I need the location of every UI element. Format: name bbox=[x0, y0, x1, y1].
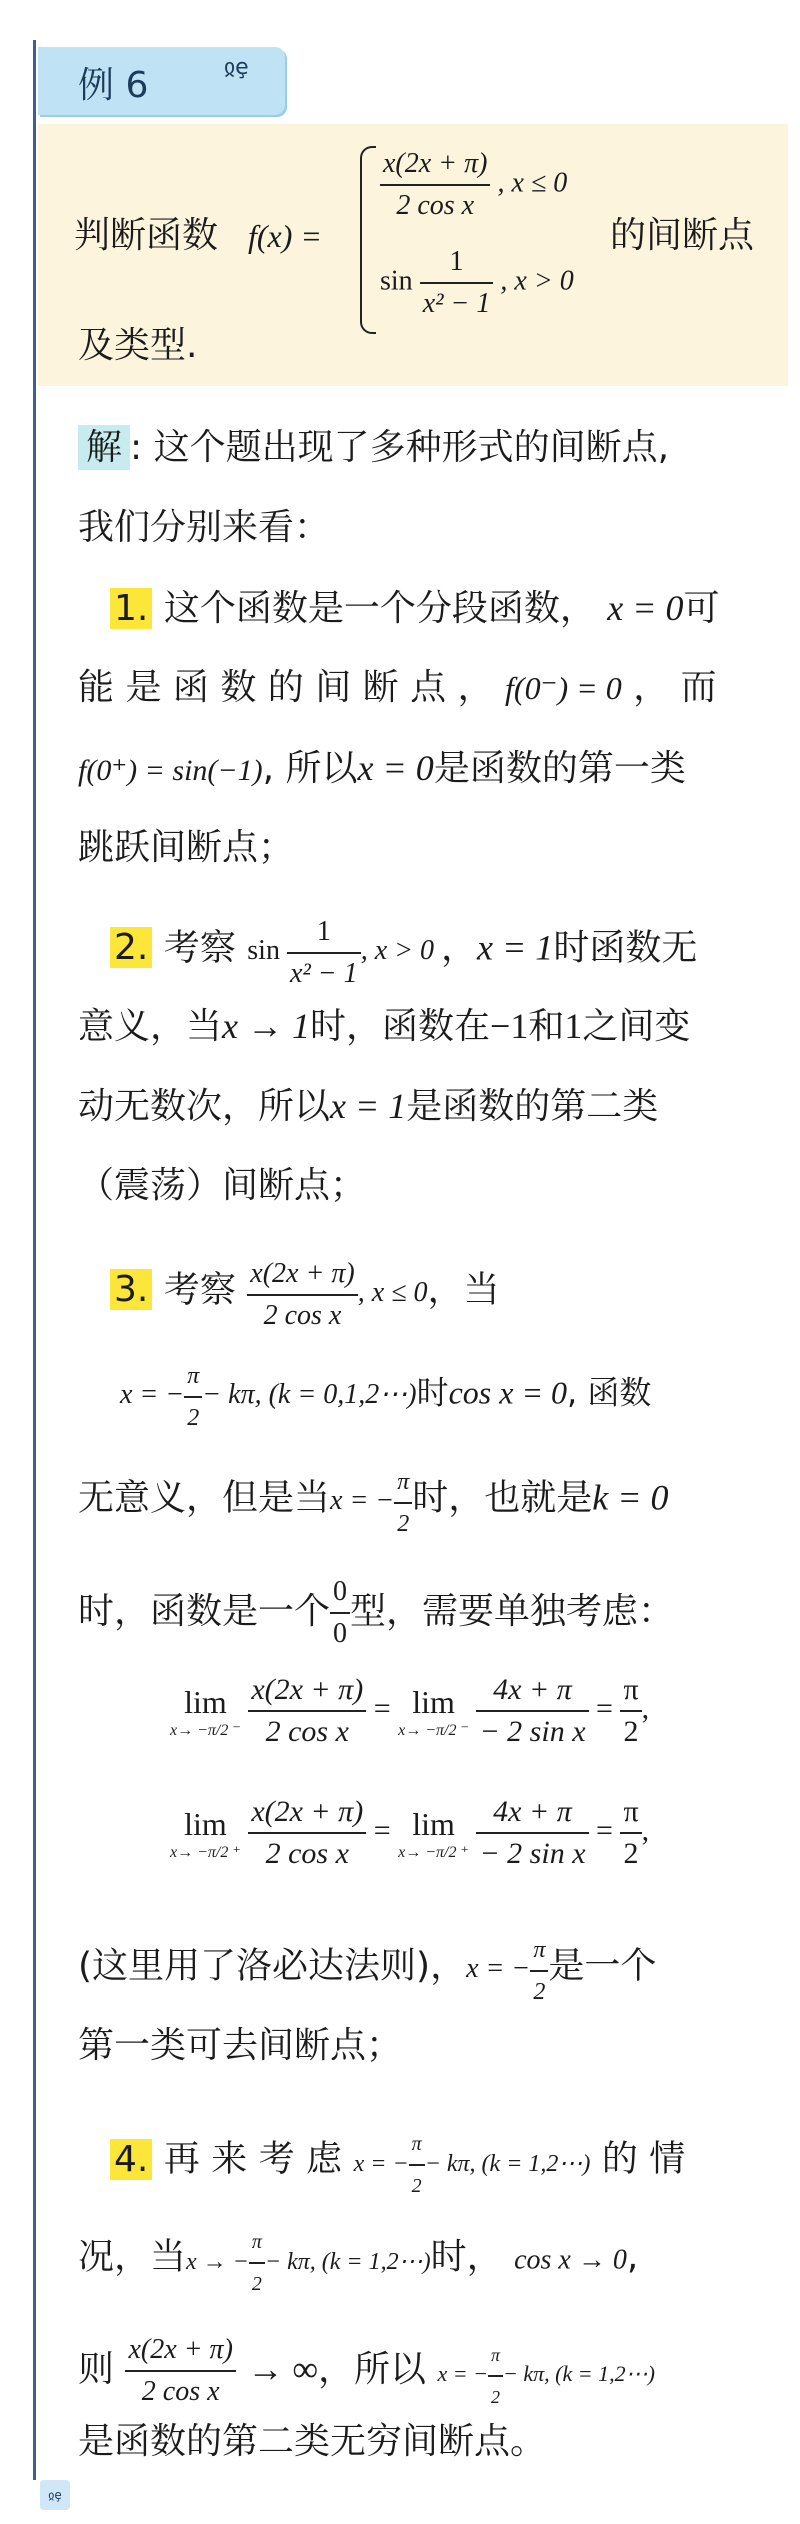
step4-fnum: x(2x + π) bbox=[125, 2330, 235, 2372]
step4-l3a: 则 bbox=[78, 2349, 115, 2390]
lim1-rnum: 4x + π bbox=[476, 1670, 588, 1712]
step3-line4 bbox=[78, 1572, 674, 1654]
step1-number: 1. bbox=[110, 588, 152, 629]
lim1-den: 2 cos x bbox=[265, 1715, 349, 1748]
case2-sin: sin bbox=[380, 265, 413, 297]
step4-l1a: 再 来 考 虑 bbox=[163, 2138, 343, 2180]
step3-line1 bbox=[110, 1254, 500, 1336]
problem-prefix: 判断函数 bbox=[74, 215, 219, 256]
step3-two2: 2 bbox=[397, 1511, 410, 1537]
step4-l2m: x → − bbox=[186, 2248, 249, 2275]
lim2-pi: π bbox=[620, 1792, 641, 1834]
step4-l2b: 时， bbox=[430, 2236, 503, 2278]
step3-l7a: (这里用了洛必达法则)， bbox=[78, 1945, 467, 1987]
step2-l1m: x = 1 bbox=[477, 927, 554, 968]
problem-suffix: 的间断点 bbox=[610, 215, 755, 256]
case2-num: 1 bbox=[420, 242, 494, 284]
step3-l2a: 时 bbox=[416, 1373, 449, 1412]
piecewise-brace bbox=[360, 146, 376, 334]
lim1-eq: = bbox=[373, 1691, 391, 1725]
step2-l2m2: −1 bbox=[490, 1006, 529, 1046]
step4-two3: 2 bbox=[490, 2386, 500, 2407]
step2-l2m1: x → 1 bbox=[222, 1006, 310, 1046]
footer-badge-icon: ჲȩ bbox=[40, 2480, 70, 2510]
step2-l2m3: 1 bbox=[564, 1006, 583, 1046]
solution-intro bbox=[78, 428, 669, 468]
step3-l1a: 考察 bbox=[163, 1269, 236, 1311]
step1-l3b: 是函数的第一类 bbox=[433, 748, 686, 789]
badge-icon: ჲȩ bbox=[224, 55, 249, 80]
example-tag bbox=[38, 47, 285, 115]
step1-l2m: f(0⁻) = 0 bbox=[505, 670, 622, 706]
lim-sub-2: x→ −π/2 ⁻ bbox=[398, 1722, 469, 1739]
step2-den: x² − 1 bbox=[289, 958, 358, 989]
step4-l2c: , bbox=[626, 2236, 639, 2278]
step2-cond: , x > 0 bbox=[360, 935, 435, 967]
step1-text-end: 可 bbox=[683, 588, 720, 629]
step2-l3b: 是函数的第二类 bbox=[406, 1086, 659, 1127]
step2-l2b: 时，函数在 bbox=[310, 1006, 491, 1047]
step3-l7m: x = − bbox=[466, 1953, 531, 1985]
step1-l3a: , 所以 bbox=[262, 748, 358, 789]
step3-number: 3. bbox=[110, 1269, 152, 1310]
step4-arrow: → ∞ bbox=[247, 2349, 319, 2389]
step3-pi3: π bbox=[530, 1930, 548, 1972]
lim-sub-1: x→ −π/2 ⁻ bbox=[170, 1722, 241, 1739]
step1-line3 bbox=[78, 748, 686, 791]
lim2-eq: = bbox=[373, 1813, 391, 1847]
step2-sin: sin bbox=[247, 935, 280, 967]
step4-line3 bbox=[78, 2330, 655, 2417]
lim-2: lim bbox=[412, 1684, 455, 1720]
step4-l1mb: − kπ, (k = 1,2⋯) bbox=[424, 2150, 591, 2177]
step2-l3m: x = 1 bbox=[330, 1086, 407, 1126]
step3-line8: 第一类可去间断点； bbox=[78, 2025, 403, 2066]
lim-4: lim bbox=[412, 1806, 455, 1842]
lim2-two: 2 bbox=[623, 1837, 639, 1870]
step3-l4a: 时，函数是一个 bbox=[78, 1591, 331, 1632]
step4-l3m: x = − bbox=[437, 2361, 488, 2386]
step3-pi: π bbox=[184, 1356, 202, 1398]
lim2-rden: − 2 sin x bbox=[479, 1837, 586, 1870]
step4-l1b: 的 情 bbox=[601, 2138, 686, 2180]
step2-number: 2. bbox=[110, 927, 152, 968]
step3-x-eq: x = − bbox=[120, 1379, 185, 1411]
step2-line4: （震荡）间断点； bbox=[78, 1165, 367, 1206]
left-rule bbox=[33, 40, 36, 2480]
case2-cond: , x > 0 bbox=[500, 265, 574, 297]
problem-fx: f(x) = bbox=[248, 218, 322, 254]
step4-line2 bbox=[78, 2222, 638, 2304]
step2-l2c: 和 bbox=[528, 1006, 565, 1047]
step3-fnum: x(2x + π) bbox=[247, 1254, 357, 1296]
lim-sub-3: x→ −π/2 ⁺ bbox=[170, 1844, 241, 1861]
step3-l2m2: cos x = 0 bbox=[448, 1374, 568, 1411]
step2-l3a: 动无数次，所以 bbox=[78, 1086, 331, 1127]
step1-text: 这个函数是一个分段函数， bbox=[163, 588, 596, 629]
step4-pi3: π bbox=[488, 2335, 503, 2377]
step3-two: 2 bbox=[187, 1405, 200, 1431]
step3-l2b: , 函数 bbox=[567, 1373, 652, 1412]
lim2-comma: , bbox=[641, 1813, 650, 1847]
lim1-rden: − 2 sin x bbox=[479, 1715, 586, 1748]
solution-label: 解 bbox=[78, 425, 130, 470]
lim2-rnum: 4x + π bbox=[476, 1792, 588, 1834]
step1-l2a: 能 是 函 数 的 间 断 点 ， bbox=[78, 667, 494, 708]
lim1-two: 2 bbox=[623, 1715, 639, 1748]
step4-pi2: π bbox=[249, 2222, 265, 2264]
lim1-num: x(2x + π) bbox=[248, 1670, 366, 1712]
step4-two2: 2 bbox=[251, 2273, 262, 2295]
step4-pi: π bbox=[409, 2124, 425, 2166]
step2-line3 bbox=[78, 1086, 658, 1127]
step3-k-range: − kπ, (k = 0,1,2⋯) bbox=[202, 1379, 417, 1411]
step4-line4: 是函数的第二类无穷间断点。 bbox=[78, 2421, 547, 2462]
step4-l3b: ，所以 bbox=[318, 2349, 427, 2390]
case1-den: 2 cos x bbox=[396, 190, 475, 221]
step1-line4: 跳跃间断点； bbox=[78, 827, 295, 868]
lim-sub-4: x→ −π/2 ⁺ bbox=[398, 1844, 469, 1861]
step3-l1b: ，当 bbox=[427, 1269, 500, 1311]
step2-l1a: 考察 bbox=[163, 927, 236, 969]
step4-fden: 2 cos x bbox=[141, 2376, 220, 2407]
case2-den: x² − 1 bbox=[422, 288, 491, 319]
solution-intro1: : 这个题出现了多种形式的间断点, bbox=[130, 427, 670, 468]
step3-l3b: 时，也就是 bbox=[412, 1477, 593, 1519]
step1-line2 bbox=[78, 668, 717, 708]
step3-cond: , x ≤ 0 bbox=[357, 1277, 428, 1309]
lim1-comma: , bbox=[641, 1691, 650, 1725]
step4-two: 2 bbox=[411, 2175, 422, 2197]
step2-l2d: 之间变 bbox=[582, 1006, 691, 1047]
step4-l2mb: − kπ, (k = 1,2⋯) bbox=[264, 2248, 431, 2275]
step1-l2b: ， 而 bbox=[633, 667, 717, 708]
solution-intro2: 我们分别来看： bbox=[78, 507, 331, 548]
step4-line1 bbox=[110, 2124, 685, 2206]
step3-l3m: x = − bbox=[330, 1485, 395, 1517]
lim2-den: 2 cos x bbox=[265, 1837, 349, 1870]
step4-number: 4. bbox=[110, 2139, 152, 2180]
step4-l3mb: − kπ, (k = 1,2⋯) bbox=[503, 2361, 655, 2386]
step3-line3 bbox=[78, 1462, 669, 1544]
step3-l3a: 无意义，但是当 bbox=[78, 1477, 331, 1519]
lim-3: lim bbox=[184, 1806, 227, 1842]
step4-l1m: x = − bbox=[353, 2150, 409, 2177]
step3-l3m2: k = 0 bbox=[592, 1477, 669, 1518]
step3-pi2: π bbox=[394, 1462, 412, 1504]
step4-l2m2: cos x → 0 bbox=[514, 2244, 627, 2276]
limit-left bbox=[170, 1670, 649, 1752]
problem-line2: 及类型. bbox=[78, 325, 198, 366]
step2-num: 1 bbox=[287, 912, 361, 954]
case1-cond: , x ≤ 0 bbox=[497, 167, 568, 199]
step3-zero-num: 0 bbox=[330, 1572, 350, 1614]
step4-l2a: 况，当 bbox=[78, 2236, 187, 2278]
lim1-pi: π bbox=[620, 1670, 641, 1712]
case1-num: x(2x + π) bbox=[380, 144, 490, 186]
lim-1: lim bbox=[184, 1684, 227, 1720]
step3-zero-den: 0 bbox=[333, 1618, 348, 1649]
step2-l2a: 意义，当 bbox=[78, 1006, 223, 1047]
step1-line1 bbox=[110, 588, 720, 629]
lim2-num: x(2x + π) bbox=[248, 1792, 366, 1834]
step3-line2 bbox=[120, 1356, 651, 1438]
step3-two3: 2 bbox=[533, 1979, 546, 2005]
step1-l3m2: x = 0 bbox=[357, 748, 434, 788]
step3-l4b: 型，需要单独考虑： bbox=[350, 1591, 675, 1632]
step1-l3m1: f(0⁺) = sin(−1) bbox=[78, 754, 263, 787]
limit-right bbox=[170, 1792, 649, 1874]
lim1-eq2: = bbox=[596, 1691, 613, 1725]
step3-l7b: 是一个 bbox=[548, 1945, 657, 1987]
step2-l1c: 时函数无 bbox=[553, 927, 698, 969]
step2-line1 bbox=[110, 912, 697, 994]
step1-math: x = 0 bbox=[607, 588, 684, 628]
example-title: 例 6 bbox=[78, 65, 149, 106]
step2-l1b: ， bbox=[441, 927, 478, 969]
step3-fden: 2 cos x bbox=[263, 1300, 342, 1331]
step3-line7 bbox=[78, 1930, 656, 2012]
step2-line2 bbox=[78, 1006, 690, 1047]
lim2-eq2: = bbox=[596, 1813, 613, 1847]
